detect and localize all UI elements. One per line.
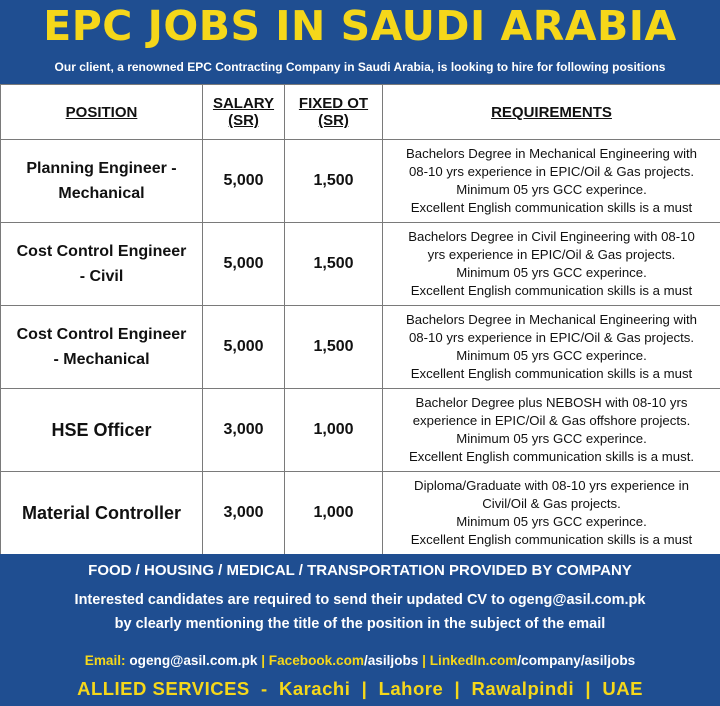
col-header-fixed-ot: FIXED OT (SR) <box>285 85 383 140</box>
table-row <box>1 306 720 389</box>
position-cell: HSE Officer <box>1 389 203 472</box>
col-header-requirements: REQUIREMENTS <box>383 85 720 140</box>
requirements-cell: Bachelors Degree in Civil Engineering with 08-10 yrs experience in EPIC/Oil & Gas projects. Minimum 05 yrs GCC experince. Excellent English communication skills is a must <box>383 223 720 306</box>
requirements-cell: Diploma/Graduate with 08-10 yrs experience in Civil/Oil & Gas projects. Minimum 05 yrs GCC experince. Excellent English communication skills is a must <box>383 472 720 555</box>
instructions-line-1: Interested candidates are required to send their updated CV to ogeng@asil.com.pk <box>74 592 646 608</box>
facebook-link[interactable]: Facebook.com/asiljobs <box>268 653 419 668</box>
table-row <box>1 472 720 555</box>
position-cell: Material Controller <box>1 472 203 555</box>
fixed-ot-cell: 1,500 <box>285 306 383 389</box>
linkedin-link[interactable]: LinkedIn.com/company/asiljobs <box>429 653 636 668</box>
position-cell: Planning Engineer - Mechanical <box>1 140 203 223</box>
salary-cell: 3,000 <box>203 472 285 555</box>
fixed-ot-cell: 1,000 <box>285 389 383 472</box>
position-cell: Cost Control Engineer - Civil <box>1 223 203 306</box>
email-link[interactable]: ogeng@asil.com.pk <box>129 653 258 668</box>
fixed-ot-cell: 1,000 <box>285 472 383 555</box>
table-row <box>1 140 720 223</box>
contact-line <box>0 651 720 671</box>
salary-cell: 5,000 <box>203 306 285 389</box>
col-header-position: POSITION <box>1 85 203 140</box>
salary-cell: 5,000 <box>203 223 285 306</box>
jobs-table <box>0 84 720 555</box>
table-row <box>1 223 720 306</box>
position-cell: Cost Control Engineer - Mechanical <box>1 306 203 389</box>
separator: | <box>418 653 430 668</box>
salary-cell: 5,000 <box>203 140 285 223</box>
requirements-cell: Bachelors Degree in Mechanical Engineering with 08-10 yrs experience in EPIC/Oil & Gas projects. Minimum 05 yrs GCC experince. Excellent English communication skills is a must <box>383 306 720 389</box>
table-header-row <box>1 85 720 140</box>
company-locations-line: ALLIED SERVICES - Karachi | Lahore | Rawalpindi | UAE <box>77 678 643 699</box>
fixed-ot-cell: 1,500 <box>285 140 383 223</box>
instructions-line-2: by clearly mentioning the title of the position in the subject of the email <box>114 616 606 632</box>
table-row <box>1 389 720 472</box>
page-subtitle: Our client, a renowned EPC Contracting Company in Saudi Arabia, is looking to hire for following positions <box>54 60 666 74</box>
email-label: Email: <box>84 653 130 668</box>
page-title: EPC JOBS IN SAUDI ARABIA <box>43 2 677 50</box>
separator: | <box>257 653 269 668</box>
salary-cell: 3,000 <box>203 389 285 472</box>
requirements-cell: Bachelors Degree in Mechanical Engineering with 08-10 yrs experience in EPIC/Oil & Gas projects. Minimum 05 yrs GCC experince. Excellent English communication skills is a must <box>383 140 720 223</box>
benefits-line: FOOD / HOUSING / MEDICAL / TRANSPORTATION PROVIDED BY COMPANY <box>88 562 632 579</box>
fixed-ot-cell: 1,500 <box>285 223 383 306</box>
requirements-cell: Bachelor Degree plus NEBOSH with 08-10 yrs experience in EPIC/Oil & Gas offshore projects. Minimum 05 yrs GCC experince. Excellent English communication skills is a must. <box>383 389 720 472</box>
col-header-salary: SALARY (SR) <box>203 85 285 140</box>
